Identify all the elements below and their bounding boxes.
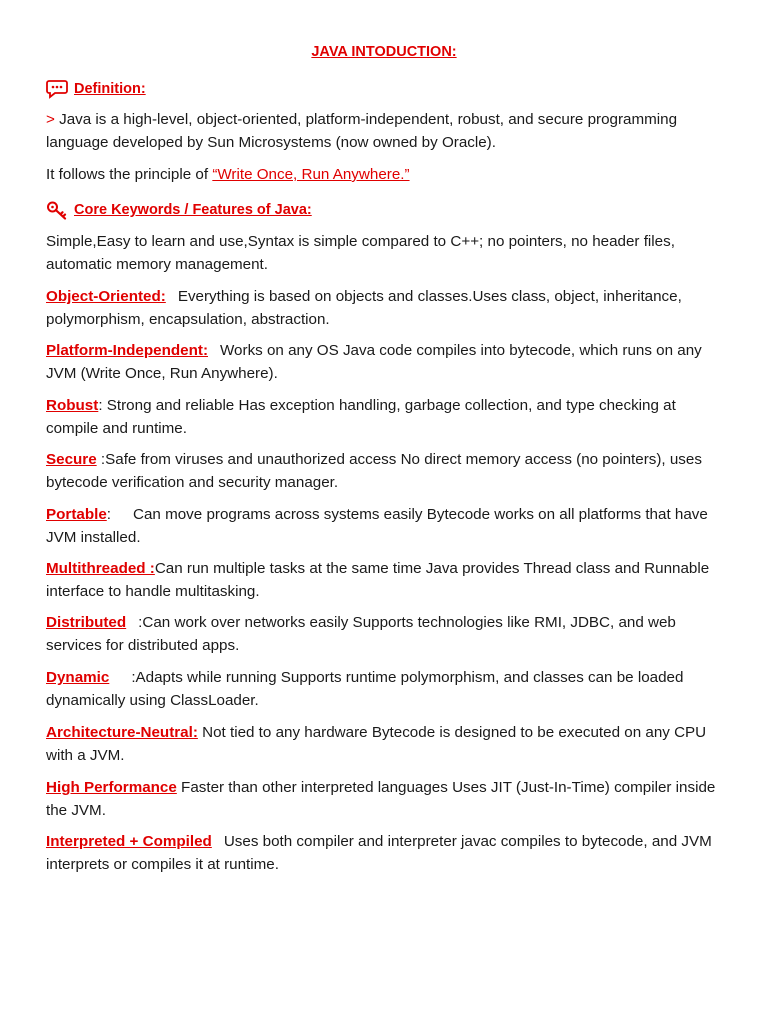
feature-text: Strong and reliable Has exception handling, garbage collection, and type checking at compile and runtime.	[46, 397, 676, 437]
principle-quote: “Write Once, Run Anywhere.”	[212, 166, 410, 183]
features-heading	[46, 200, 312, 220]
page-title: JAVA INTODUCTION:	[311, 44, 457, 60]
feature-item-interpreted-compiled	[46, 831, 726, 876]
feature-item-architecture-neutral	[46, 722, 726, 767]
speech-bubble-icon	[46, 79, 68, 99]
feature-term: Multithreaded :	[46, 560, 155, 577]
feature-text: Faster than other interpreted languages Uses JIT (Just-In-Time) compiler inside the JVM.	[46, 779, 716, 819]
feature-term: Robust	[46, 397, 99, 414]
feature-term: Distributed	[46, 614, 127, 631]
feature-text: Works on any OS Java code compiles into bytecode, which runs on any JVM (Write Once, Run Anywhere).	[46, 342, 702, 382]
feature-term: Secure	[46, 451, 97, 468]
feature-item-platform-independent	[46, 340, 726, 385]
features-intro: Simple,Easy to learn and use,Syntax is simple compared to C++; no pointers, no header files, automatic memory management.	[46, 233, 675, 273]
feature-text: :Can work over networks easily Supports technologies like RMI, JDBC, and web services for distributed apps.	[46, 614, 676, 654]
definition-heading-label: Definition:	[74, 81, 146, 97]
feature-term: Dynamic	[46, 669, 110, 686]
feature-text: Everything is based on objects and classes.Uses class, object, inheritance, polymorphism, encapsulation, abstraction.	[46, 288, 682, 328]
feature-term: Architecture-Neutral:	[46, 724, 198, 741]
feature-term: Object-Oriented:	[46, 288, 166, 305]
principle-paragraph	[46, 164, 726, 187]
feature-item-multithreaded	[46, 558, 726, 603]
feature-term: Interpreted + Compiled	[46, 833, 212, 850]
feature-term: Platform-Independent:	[46, 342, 208, 359]
feature-term: High Performance	[46, 779, 177, 796]
feature-item-robust	[46, 395, 726, 440]
feature-item-high-performance	[46, 777, 726, 822]
principle-prefix: It follows the principle of	[46, 166, 213, 183]
feature-separator: :	[106, 506, 111, 523]
feature-text: :Adapts while running Supports runtime polymorphism, and classes can be loaded dynamically using ClassLoader.	[46, 669, 684, 709]
feature-item-dynamic	[46, 667, 726, 712]
feature-item-object-oriented	[46, 286, 726, 331]
feature-text: Uses both compiler and interpreter javac compiles to bytecode, and JVM interprets or compiles it at runtime.	[46, 833, 712, 873]
feature-separator: :	[98, 397, 103, 414]
feature-text: Not tied to any hardware Bytecode is designed to be executed on any CPU with a JVM.	[46, 724, 707, 764]
definition-paragraph	[46, 109, 726, 154]
feature-text: Can move programs across systems easily Bytecode works on all platforms that have JVM installed.	[46, 506, 708, 546]
feature-item-portable	[46, 504, 726, 549]
feature-separator: :	[96, 451, 106, 468]
key-icon	[46, 200, 68, 220]
feature-item-distributed	[46, 612, 726, 657]
definition-text: Java is a high-level, object-oriented, platform-independent, robust, and secure programming language developed by Sun Microsystems (now owned by Oracle).	[46, 111, 678, 151]
definition-marker: >	[46, 111, 55, 128]
definition-heading	[46, 79, 146, 99]
feature-item-secure	[46, 449, 726, 494]
feature-term: Portable	[46, 506, 107, 523]
feature-text: Can run multiple tasks at the same time Java provides Thread class and Runnable interface to handle multitasking.	[46, 560, 710, 600]
feature-text: Safe from viruses and unauthorized access No direct memory access (no pointers), uses bytecode verification and security manager.	[46, 451, 702, 491]
features-heading-label: Core Keywords / Features of Java:	[74, 202, 312, 218]
